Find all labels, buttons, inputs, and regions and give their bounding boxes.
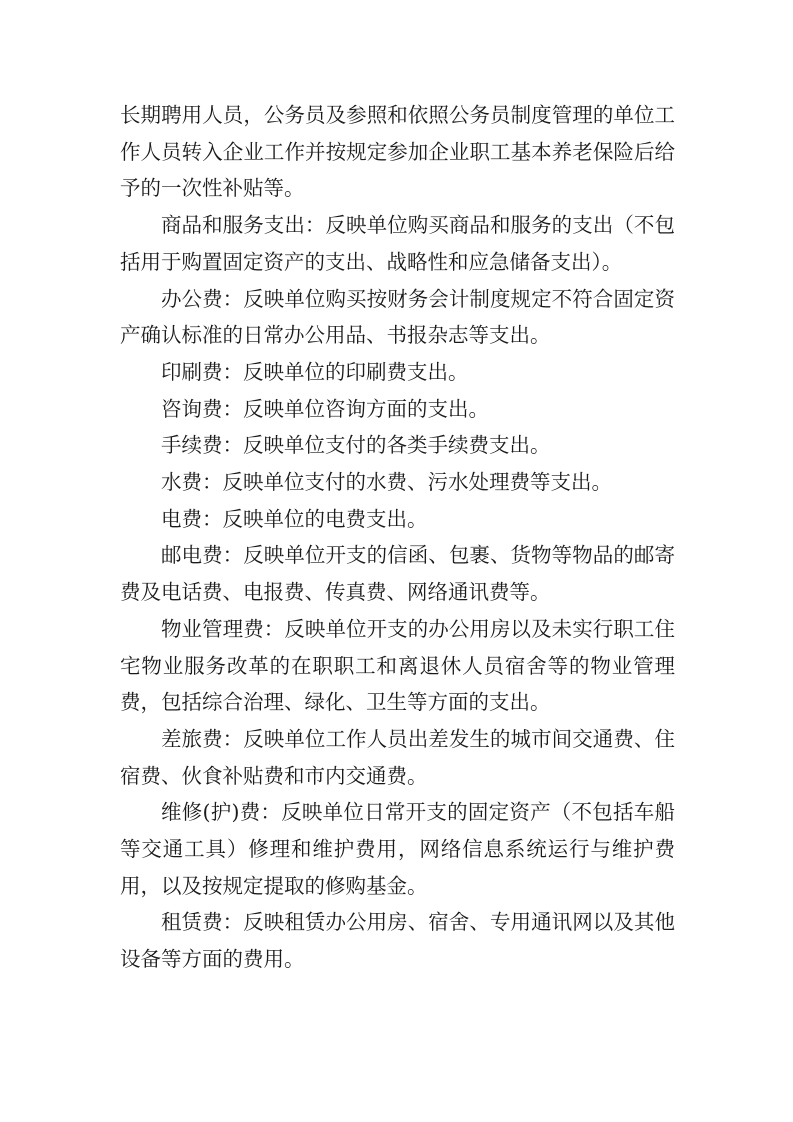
term-label: 租赁费：: [161, 910, 244, 935]
term-label: 咨询费：: [161, 396, 243, 421]
paragraph-text: 反映单位购买按财务会计制度规定不符合固定资产确认标准的日常办公用品、书报杂志等支出。: [120, 286, 675, 348]
term-label: 物业管理费：: [161, 616, 285, 641]
paragraph-property-management: [120, 611, 675, 721]
paragraph-text: 反映单位咨询方面的支出。: [243, 396, 489, 421]
document-body: [120, 97, 675, 978]
paragraph-text: 反映单位的印刷费支出。: [243, 359, 469, 384]
paragraph-rental: [120, 904, 675, 977]
paragraph-maintenance: [120, 794, 675, 904]
paragraph-text: 反映单位支付的各类手续费支出。: [243, 433, 551, 458]
paragraph-goods-and-services: [120, 207, 675, 280]
term-label: 手续费：: [161, 433, 243, 458]
paragraph-text: 反映单位支付的水费、污水处理费等支出。: [222, 470, 612, 495]
term-label: 印刷费：: [161, 359, 243, 384]
paragraph-text: 反映单位工作人员出差发生的城市间交通费、住宿费、伙食补贴费和市内交通费。: [120, 726, 675, 788]
paragraph-water: [120, 464, 675, 501]
paragraph-continuation: [120, 97, 675, 207]
term-label: 水费：: [161, 470, 223, 495]
paragraph-text: 反映单位购买商品和服务的支出（不包括用于购置固定资产的支出、战略性和应急储备支出）。: [120, 213, 675, 274]
paragraph-travel: [120, 721, 675, 794]
paragraph-handling-fees: [120, 427, 675, 464]
paragraph-office-expenses: [120, 281, 675, 354]
term-label: 商品和服务支出：: [161, 213, 326, 238]
term-label: 维修(护)费：: [161, 800, 282, 825]
paragraph-printing: [120, 354, 675, 391]
paragraph-consulting: [120, 391, 675, 428]
paragraph-text: 反映租赁办公用房、宿舍、专用通讯网以及其他设备等方面的费用。: [120, 910, 675, 972]
paragraph-text: 反映单位开支的信函、包裹、货物等物品的邮寄费及电话费、电报费、传真费、网络通讯费等。: [120, 543, 675, 605]
paragraph-text: 反映单位开支的办公用房以及未实行职工住宅物业服务改革的在职职工和离退休人员宿舍等的物业管理费，包括综合治理、绿化、卫生等方面的支出。: [120, 616, 675, 715]
paragraph-text: 反映单位日常开支的固定资产（不包括车船等交通工具）修理和维护费用，网络信息系统运行与维护费用，以及按规定提取的修购基金。: [120, 800, 676, 898]
term-label: 邮电费：: [161, 543, 244, 568]
term-label: 差旅费：: [161, 726, 244, 751]
term-label: 办公费：: [161, 286, 244, 311]
paragraph-postal-telecom: [120, 537, 675, 610]
paragraph-electricity: [120, 501, 675, 538]
paragraph-text: 长期聘用人员，公务员及参照和依照公务员制度管理的单位工作人员转入企业工作并按规定参加企业职工基本养老保险后给予的一次性补贴等。: [120, 103, 675, 201]
paragraph-text: 反映单位的电费支出。: [222, 506, 428, 531]
term-label: 电费：: [161, 506, 223, 531]
